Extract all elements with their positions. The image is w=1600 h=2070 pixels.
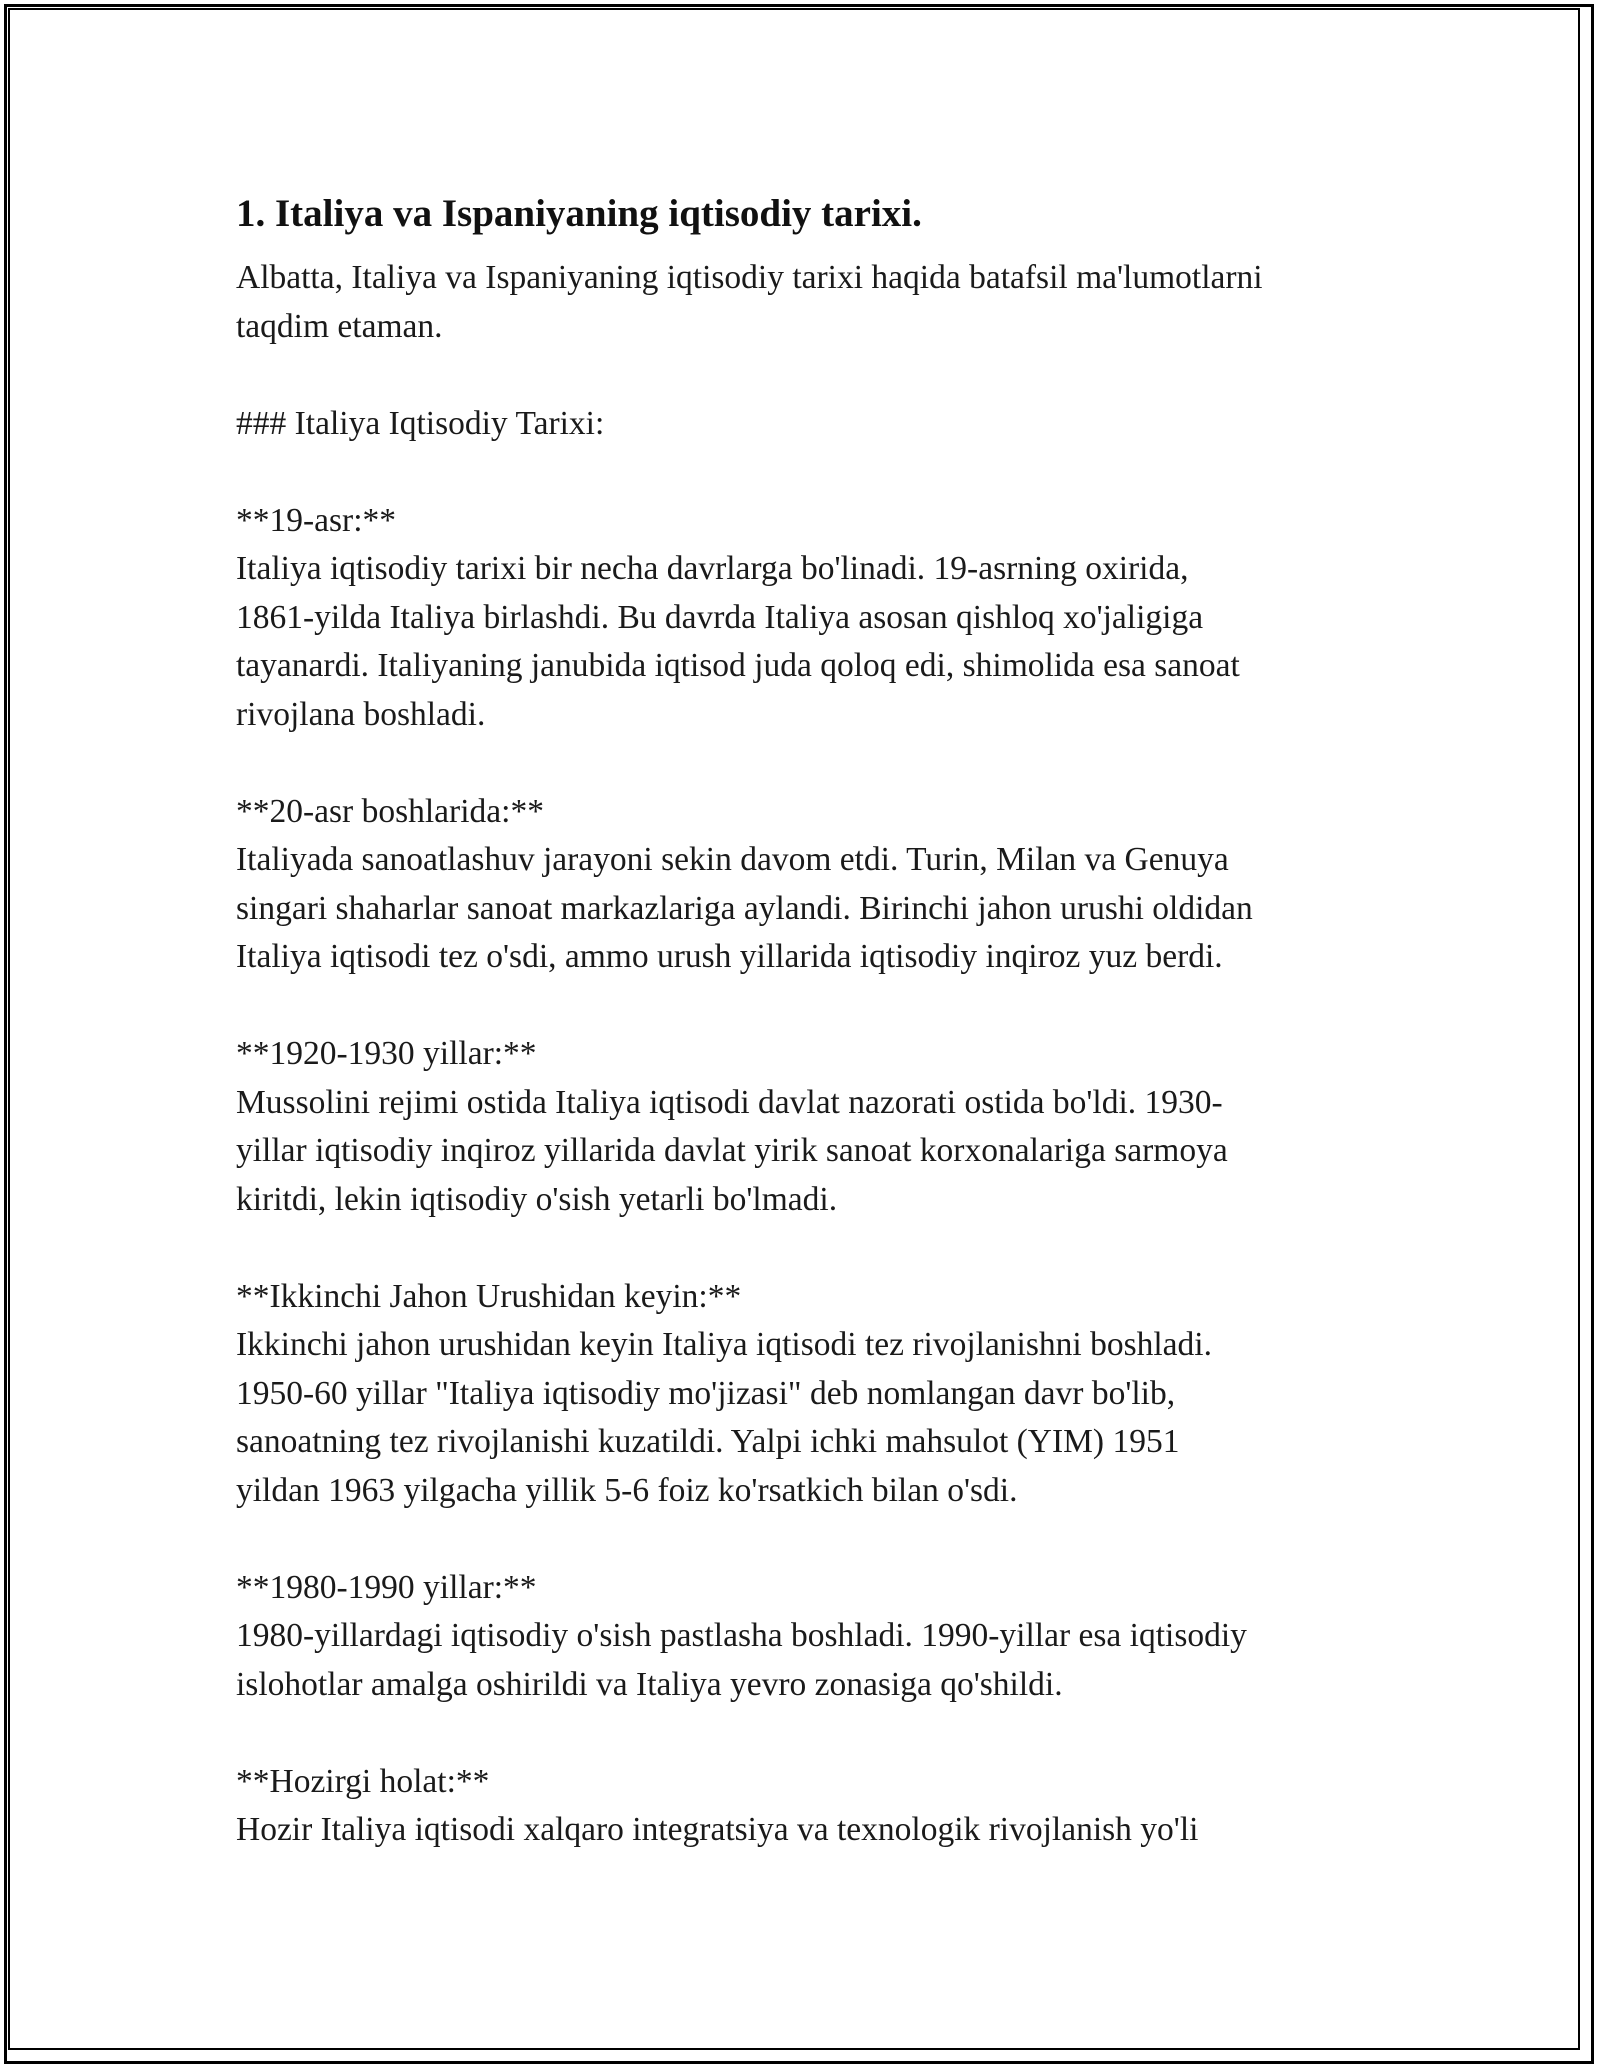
section-line: Mussolini rejimi ostida Italiya iqtisodi davlat nazorati ostida bo'ldi. 1930- [236,1083,1223,1121]
section-1980-1990 [236,1564,1416,1710]
section-line: kiritdi, lekin iqtisodiy o'sish yetarli bo'lmadi. [236,1180,838,1218]
section-heading-text: ### Italiya Iqtisodiy Tarixi: [236,404,605,442]
section-line: islohotlar amalga oshirildi va Italiya yevro zonasiga qo'shildi. [236,1665,1063,1703]
document-page [236,186,1416,1903]
intro-paragraph [236,254,1416,351]
section-line: sanoatning tez rivojlanishi kuzatildi. Yalpi ichki mahsulot (YIM) 1951 [236,1423,1180,1460]
section-current-state [236,1758,1416,1855]
section-line: 1950-60 yillar "Italiya iqtisodiy mo'jizasi" deb nomlangan davr bo'lib, [236,1374,1176,1412]
section-label: **Hozirgi holat:** [236,1762,490,1800]
section-line: 1861-yilda Italiya birlashdi. Bu davrda Italiya asosan qishloq xo'jaligiga [236,598,1204,636]
section-line: tayanardi. Italiyaning janubida iqtisod juda qoloq edi, shimolida esa sanoat [236,647,1240,684]
section-line: 1980-yillardagi iqtisodiy o'sish pastlasha boshladi. 1990-yillar esa iqtisodiy [236,1617,1247,1654]
document-body [236,254,1416,1855]
section-line: yillar iqtisodiy inqiroz yillarida davlat yirik sanoat korxonalariga sarmoya [236,1132,1228,1169]
section-post-war [236,1273,1416,1516]
section-label: **19-asr:** [236,501,397,539]
section-line: Italiya iqtisodiy tarixi bir necha davrlarga bo'linadi. 19-asrning oxirida, [236,550,1189,587]
intro-line: taqdim etaman. [236,307,443,345]
section-label: **1920-1930 yillar:** [236,1035,537,1072]
section-line: rivojlana boshladi. [236,695,486,733]
section-label: **20-asr boshlarida:** [236,792,544,830]
section-label: **Ikkinchi Jahon Urushidan keyin:** [236,1277,742,1315]
section-line: Ikkinchi jahon urushidan keyin Italiya iqtisodi tez rivojlanishni boshladi. [236,1326,1212,1363]
section-line: singari shaharlar sanoat markazlariga aylandi. Birinchi jahon urushi oldidan [236,889,1253,927]
section-label: **1980-1990 yillar:** [236,1568,537,1606]
intro-line: Albatta, Italiya va Ispaniyaning iqtisodiy tarixi haqida batafsil ma'lumotlarni [236,259,1263,296]
section-line: Hozir Italiya iqtisodi xalqaro integratsiya va texnologik rivojlanish yo'li [236,1811,1199,1848]
section-heading [236,400,1416,449]
section-20-asr [236,788,1416,982]
document-title: 1. Italiya va Ispaniyaning iqtisodiy tarixi. [236,192,922,235]
section-1920-1930 [236,1030,1416,1224]
section-line: yildan 1963 yilgacha yillik 5-6 foiz ko'rsatkich bilan o'sdi. [236,1471,1018,1509]
section-19-asr [236,497,1416,740]
section-line: Italiyada sanoatlashuv jarayoni sekin davom etdi. Turin, Milan va Genuya [236,841,1229,878]
section-line: Italiya iqtisodi tez o'sdi, ammo urush yillarida iqtisodiy inqiroz yuz berdi. [236,938,1223,975]
